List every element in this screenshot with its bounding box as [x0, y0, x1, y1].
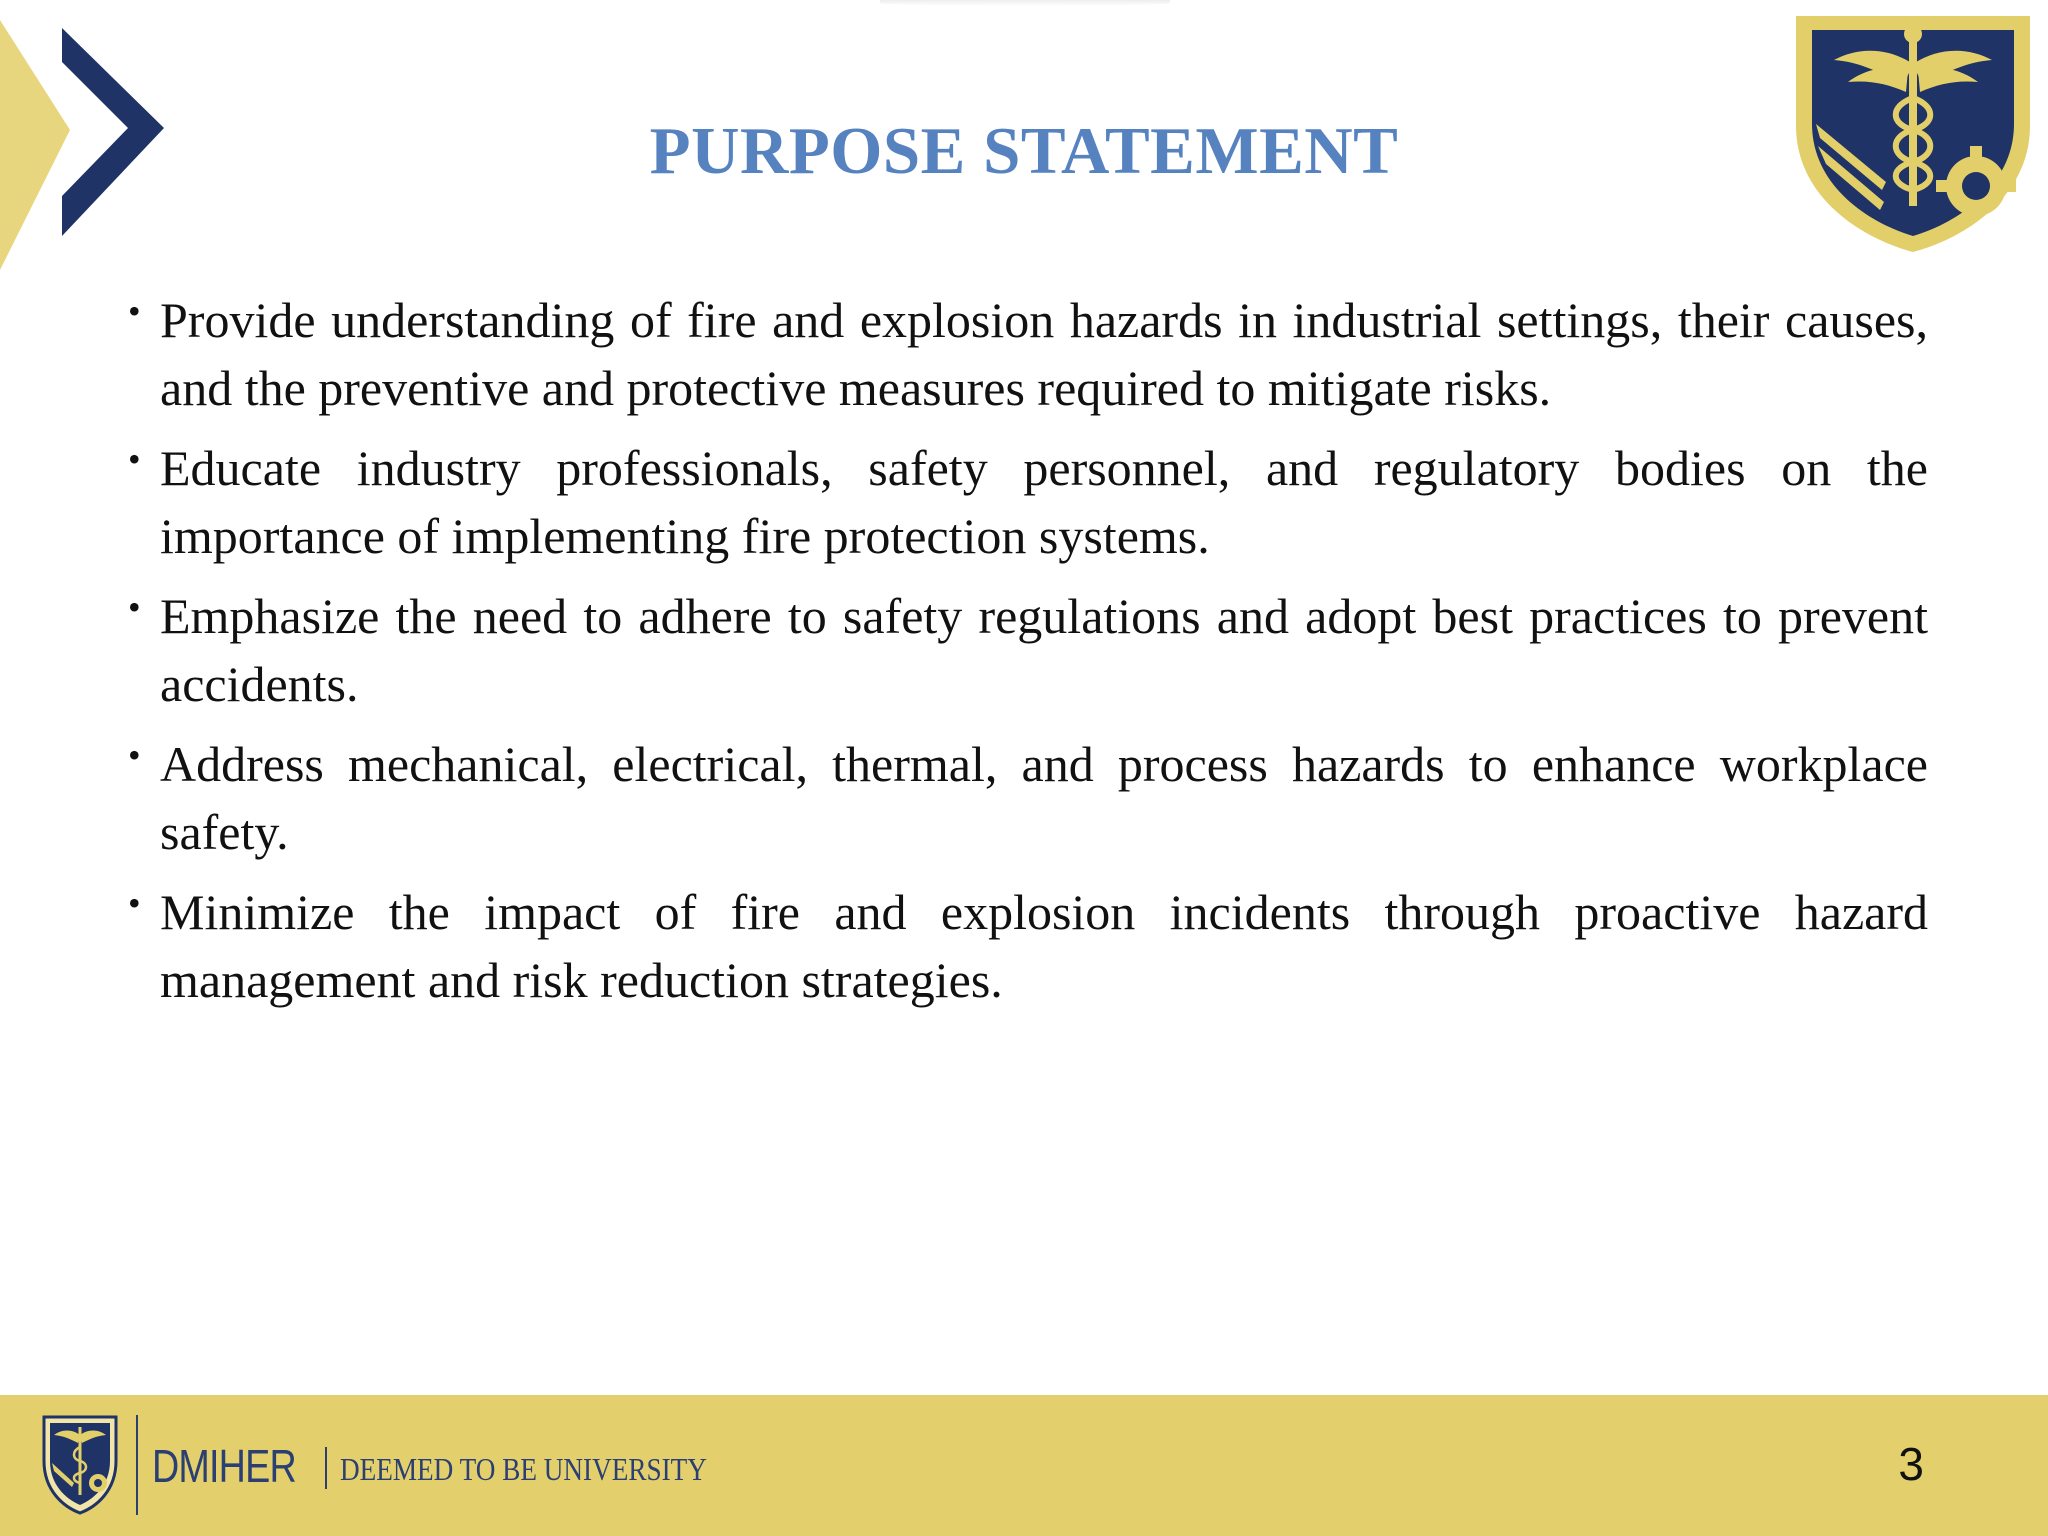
- bullet-text: Provide understanding of fire and explosion hazards in industrial settings, their causes, and the preventive and protective measures required to mitigate risks.: [160, 292, 1928, 416]
- footer-divider: [325, 1447, 327, 1489]
- bullet-item: [128, 582, 1928, 718]
- footer-divider: [136, 1415, 138, 1515]
- page-number: 3: [1898, 1438, 1924, 1490]
- bullet-icon: •: [128, 291, 141, 331]
- bullet-text: Minimize the impact of fire and explosion incidents through proactive hazard management and risk reduction strategies.: [160, 884, 1928, 1008]
- bullet-icon: •: [128, 439, 141, 479]
- slide-title: PURPOSE STATEMENT: [649, 114, 1399, 188]
- top-shadow: [880, 0, 1170, 6]
- bullet-text: Educate industry professionals, safety personnel, and regulatory bodies on the importance of implementing fire protection systems.: [160, 440, 1928, 564]
- bullet-item: [128, 878, 1928, 1014]
- bullet-icon: •: [128, 587, 141, 627]
- bullet-icon: •: [128, 883, 141, 923]
- bullet-item: [128, 286, 1928, 422]
- bullet-item: [128, 730, 1928, 866]
- bullet-item: [128, 434, 1928, 570]
- footer-tagline: DEEMED TO BE UNIVERSITY: [340, 1451, 707, 1487]
- university-crest-icon: [40, 1413, 120, 1517]
- bullet-text: Emphasize the need to adhere to safety regulations and adopt best practices to prevent accidents.: [160, 588, 1928, 712]
- bullet-icon: •: [128, 735, 141, 775]
- bullet-text: Address mechanical, electrical, thermal, and process hazards to enhance workplace safety.: [160, 736, 1928, 860]
- footer-bar: [0, 1395, 2048, 1536]
- footer-brand: DMIHER: [152, 1440, 296, 1492]
- bullet-list: [128, 286, 1928, 1026]
